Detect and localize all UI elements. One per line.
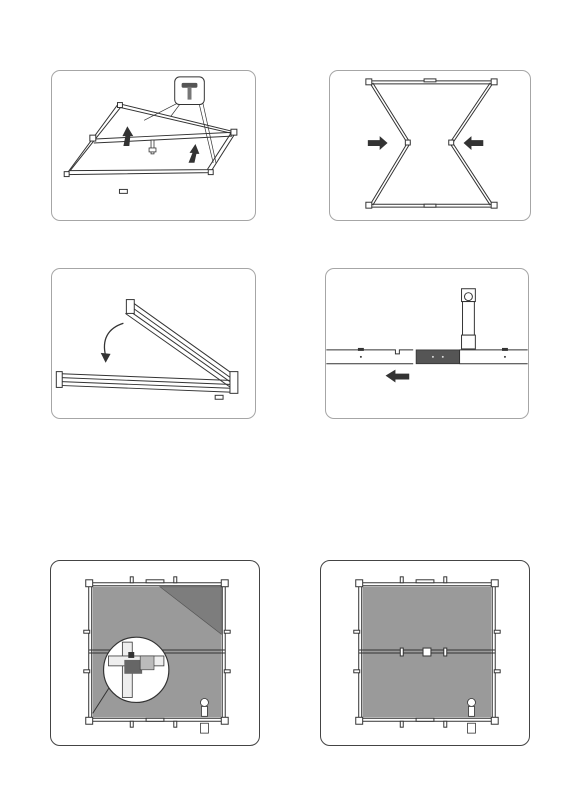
spigot-icon: [201, 699, 209, 734]
spigot-icon: [462, 289, 476, 349]
mounted-fabric-frame-illustration: [321, 561, 529, 745]
step-2-panel: [329, 70, 531, 221]
fold-frame-inward-illustration: [330, 71, 530, 220]
step-4-panel: [325, 268, 529, 419]
tube-left: [326, 350, 413, 364]
arrow-left-icon: [464, 136, 484, 150]
spigot-icon: [468, 699, 476, 734]
sleeve: [416, 350, 459, 364]
unfold-frame-illustration: [52, 71, 255, 220]
tube-right: [460, 350, 528, 364]
attach-fabric-corner-illustration: [51, 561, 259, 745]
knob-callout-lines: [144, 101, 216, 164]
step-3-panel: [51, 268, 256, 419]
slide-joint-sleeve-illustration: [326, 269, 528, 418]
arrow-up-icon: [122, 126, 133, 146]
arrow-right-icon: [368, 136, 388, 150]
knob-icon: [175, 77, 205, 105]
frame-joints: [56, 300, 238, 400]
collapse-frame-illustration: [52, 269, 255, 418]
step-6-panel: [320, 560, 530, 746]
knob-icon: [502, 348, 508, 358]
step-1-panel: [51, 70, 256, 221]
folded-bars: [58, 302, 238, 393]
curved-arrow-icon: [104, 323, 123, 356]
spigot-icon: [149, 140, 156, 154]
arrow-left-icon: [386, 370, 410, 383]
step-5-panel: [50, 560, 260, 746]
curved-arrow-head: [101, 353, 111, 363]
knob-icon: [358, 348, 364, 358]
arrow-up-icon: [189, 144, 200, 163]
